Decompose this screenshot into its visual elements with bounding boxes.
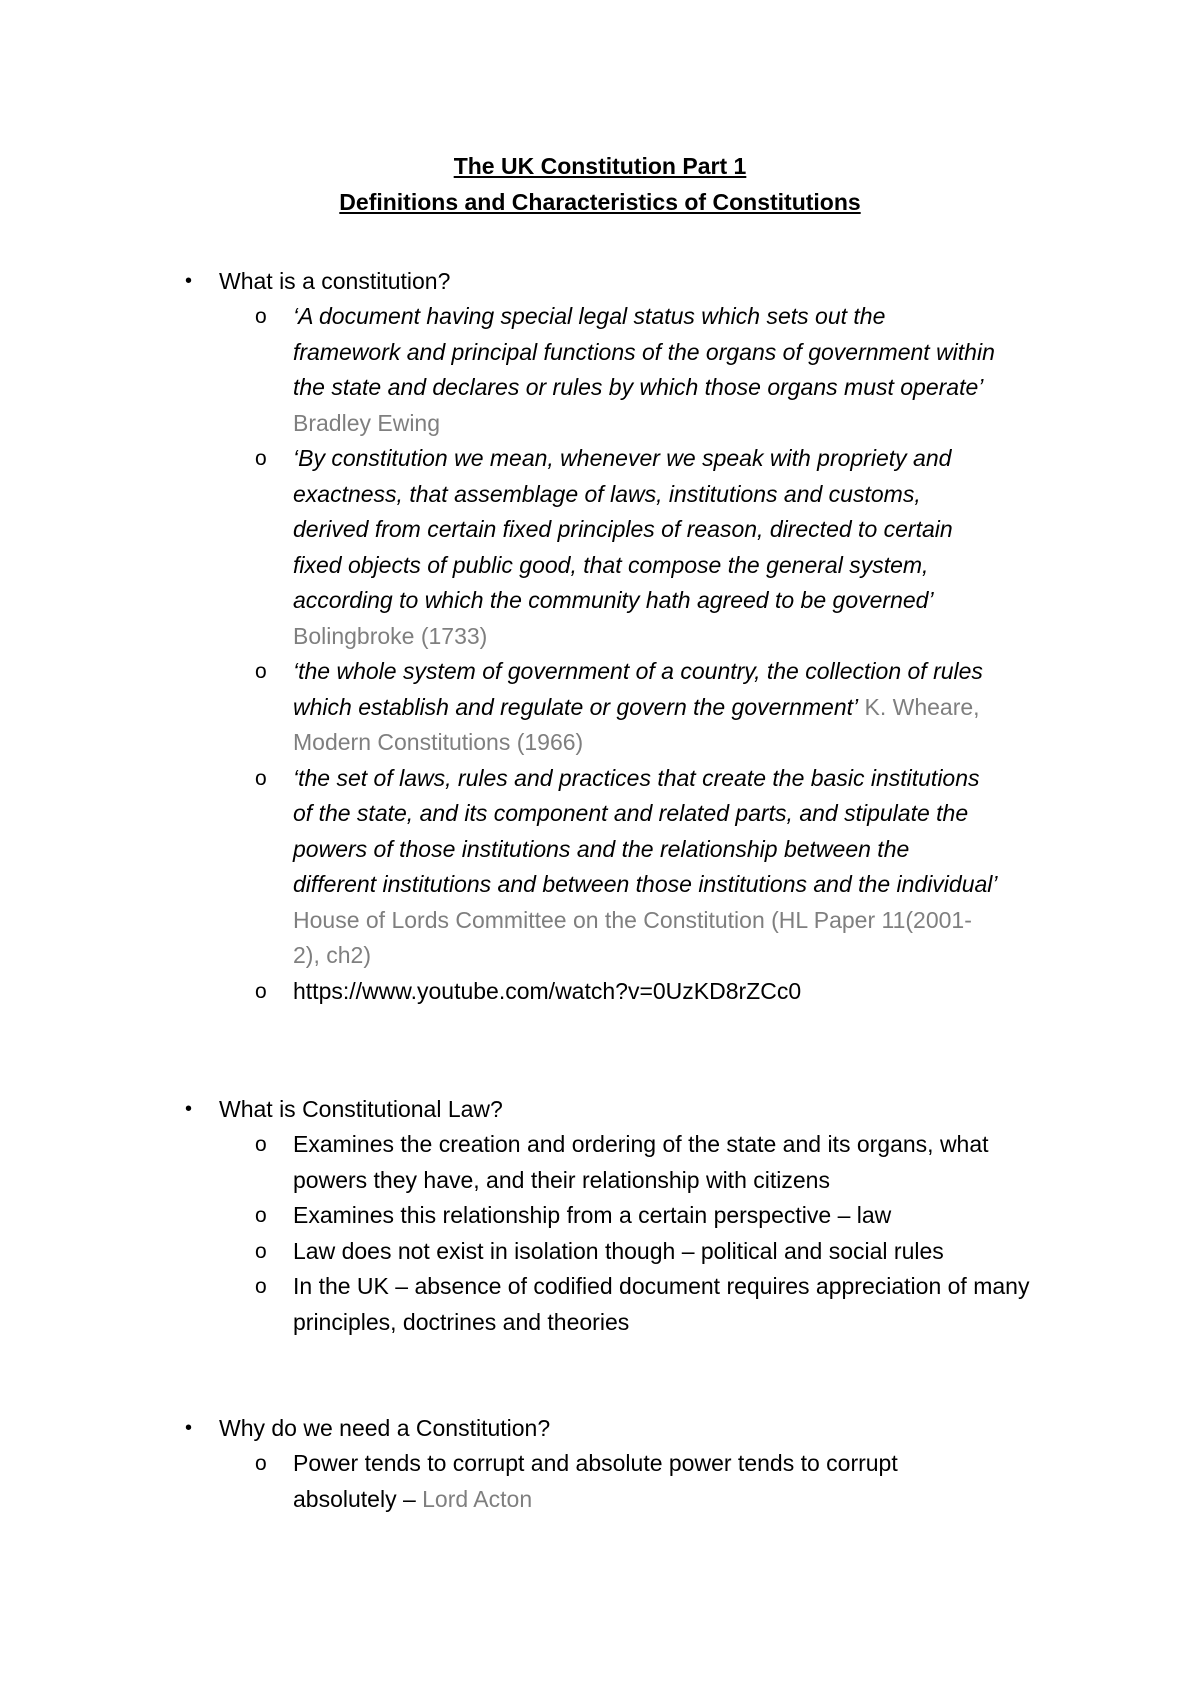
video-link[interactable]: https://www.youtube.com/watch?v=0UzKD8rZCc0	[293, 977, 802, 1004]
section-why-constitution	[185, 1410, 1085, 1517]
document-title: The UK Constitution Part 1	[453, 153, 747, 179]
section-heading	[185, 263, 1085, 299]
list-item-text: In the UK – absence of codified document requires appreciation of many principles, doctrines and theories	[293, 1273, 1030, 1335]
sub-marker: o	[255, 660, 267, 683]
section-heading-text: What is a constitution?	[219, 268, 451, 294]
definition-quote: ‘the whole system of government of a country, the collection of rules which establish and regulate or govern the government’	[293, 658, 983, 720]
attribution: Bolingbroke (1733)	[293, 622, 488, 649]
section-heading-text: Why do we need a Constitution?	[219, 1415, 551, 1441]
attribution: Bradley Ewing	[293, 409, 441, 436]
list-item-text: Law does not exist in isolation though – political and social rules	[293, 1237, 944, 1264]
sub-marker: o	[255, 1239, 267, 1263]
section-heading-text: What is Constitutional Law?	[219, 1096, 503, 1122]
sub-marker: o	[255, 1452, 267, 1475]
list-item-text: Power tends to corrupt and absolute power tends to corrupt absolutely –	[293, 1450, 898, 1512]
section-constitutional-law	[185, 1091, 1085, 1340]
list-item	[185, 299, 998, 441]
sub-marker: o	[255, 1133, 267, 1156]
list-item	[185, 1198, 1033, 1234]
bullet-marker: •	[185, 270, 193, 292]
list-item	[185, 1269, 1033, 1340]
attribution: K. Wheare, Modern Constitutions (1966)	[293, 693, 980, 755]
definition-quote: ‘By constitution we mean, whenever we speak with propriety and exactness, that assemblage of laws, institutions and customs, derived from certain fixed principles of reason, directed to certain fixed objects of public good, that compose the general system, according to which the community hath agreed to be governed’	[293, 445, 953, 613]
list-item-text: Examines the creation and ordering of the state and its organs, what powers they have, and their relationship with citizens	[293, 1131, 989, 1193]
section-what-is-constitution	[185, 263, 1085, 1009]
bullet-marker: •	[185, 1098, 193, 1120]
sub-marker: o	[255, 766, 267, 790]
title-block	[0, 148, 1200, 220]
list-item-text: Examines this relationship from a certain perspective – law	[293, 1202, 892, 1228]
section-heading	[185, 1410, 1085, 1446]
sub-marker: o	[255, 979, 267, 1003]
sub-marker: o	[255, 305, 267, 328]
list-item	[185, 1234, 1033, 1270]
definition-list	[185, 299, 1085, 1009]
list-item	[185, 1446, 998, 1517]
bullet-marker: •	[185, 1417, 193, 1439]
law-list	[185, 1127, 1085, 1340]
definition-quote: ‘A document having special legal status which sets out the framework and principal functions of the organs of government within the state and declares or rules by which those organs must operate’	[293, 303, 995, 400]
list-item	[185, 441, 998, 654]
sub-marker: o	[255, 447, 267, 470]
sub-marker: o	[255, 1204, 267, 1227]
sub-marker: o	[255, 1275, 267, 1298]
section-heading	[185, 1091, 1085, 1127]
attribution: House of Lords Committee on the Constitution (HL Paper 11(2001-2), ch2)	[293, 906, 972, 968]
list-item	[185, 974, 998, 1010]
document-subtitle: Definitions and Characteristics of Constitutions	[339, 189, 861, 215]
list-item	[185, 654, 998, 761]
attribution: Lord Acton	[422, 1485, 533, 1512]
definition-quote: ‘the set of laws, rules and practices that create the basic institutions of the state, and its component and related parts, and stipulate the powers of those institutions and the relationship between the different institutions and between those institutions and the individual’	[293, 764, 998, 897]
list-item	[185, 1127, 1033, 1198]
list-item	[185, 761, 998, 974]
reason-list	[185, 1446, 1085, 1517]
